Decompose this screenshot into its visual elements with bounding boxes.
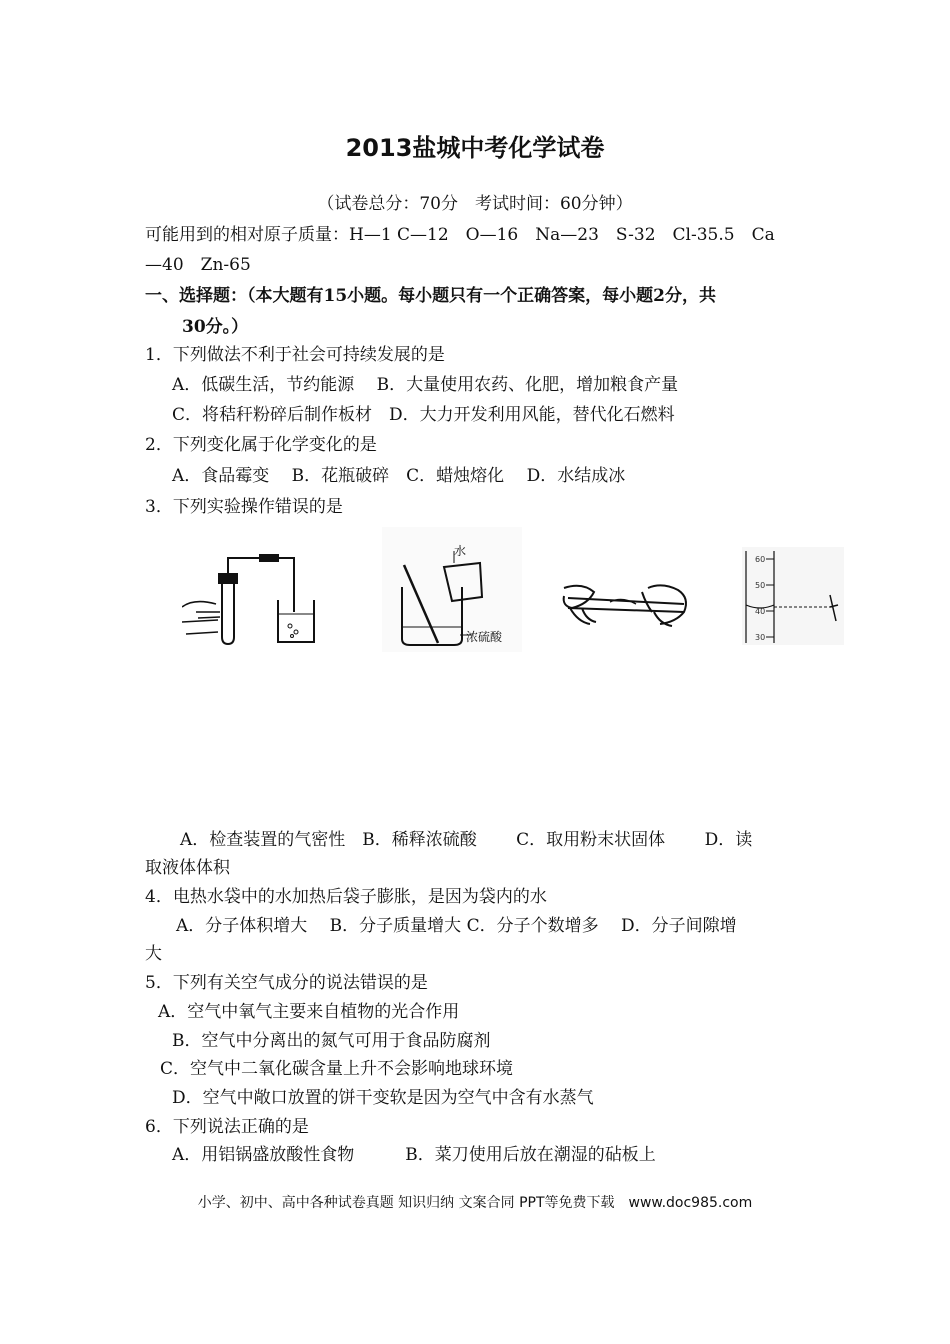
q1-stem: 1．下列做法不利于社会可持续发展的是 — [145, 345, 445, 365]
exam-info: （试卷总分：70分 考试时间：60分钟） — [317, 194, 633, 214]
section-title: 一、选择题： — [145, 286, 247, 306]
q6-options-row1: A．用铝锅盛放酸性食物 B．菜刀使用后放在潮湿的砧板上 — [172, 1145, 656, 1165]
q1-options-row2: C．将秸秆粉碎后制作板材 D．大力开发利用风能，替代化石燃料 — [172, 405, 675, 425]
q3-options-line1: A．检查装置的气密性 B．稀释浓硫酸 C．取用粉末状固体 D．读 — [180, 830, 753, 850]
page-title: 2013盐城中考化学试卷 — [345, 134, 605, 162]
q5-stem: 5．下列有关空气成分的说法错误的是 — [145, 973, 428, 993]
fig-d-tick-40: 40 — [755, 607, 766, 616]
figure-c-powder — [560, 578, 695, 633]
figure-d-reading — [742, 547, 844, 645]
q3-options-line2: 取液体体积 — [145, 858, 230, 878]
q4-options-row2: 大 — [145, 944, 162, 964]
fig-b-label-acid: 浓硫酸 — [466, 630, 503, 644]
q3-stem: 3．下列实验操作错误的是 — [145, 497, 343, 517]
fig-d-tick-50: 50 — [755, 581, 766, 590]
atomic-masses-line1: 可能用到的相对原子质量：H—1 C—12 O—16 Na—23 S-32 Cl-35.5 Ca — [145, 225, 775, 245]
q6-stem: 6．下列说法正确的是 — [145, 1117, 309, 1137]
q5-option-c: C．空气中二氧化碳含量上升不会影响地球环境 — [160, 1059, 514, 1079]
figure-a-airtightness — [182, 552, 332, 647]
fig-d-tick-30: 30 — [755, 633, 766, 642]
q5-option-a: A．空气中氧气主要来自植物的光合作用 — [158, 1002, 460, 1022]
q5-option-b: B．空气中分离出的氮气可用于食品防腐剂 — [172, 1031, 491, 1051]
atomic-masses-line2: —40 Zn-65 — [145, 255, 251, 275]
page-footer: 小学、初中、高中各种试卷真题 知识归纳 文案合同 PPT等免费下载 www.doc985.com — [197, 1195, 753, 1211]
q1-options-row1: A．低碳生活，节约能源 B．大量使用农药、化肥，增加粮食产量 — [172, 375, 679, 395]
section-heading — [145, 285, 716, 307]
figure-b-dilution — [382, 527, 522, 652]
fig-d-tick-60: 60 — [755, 555, 766, 564]
q2-options-row1: A．食品霉变 B．花瓶破碎 C．蜡烛熔化 D．水结成冰 — [172, 466, 626, 486]
q2-stem: 2．下列变化属于化学变化的是 — [145, 435, 377, 455]
q4-stem: 4．电热水袋中的水加热后袋子膨胀，是因为袋内的水 — [145, 887, 547, 907]
section-desc: （本大题有15小题。每小题只有一个正确答案，每小题2分，共 — [247, 286, 716, 306]
q4-options-row1: A．分子体积增大 B．分子质量增大 C．分子个数增多 D．分子间隙增 — [176, 916, 737, 936]
section-desc-cont: 30分。） — [182, 317, 249, 337]
fig-b-label-water: 水 — [454, 544, 467, 558]
q5-option-d: D．空气中敞口放置的饼干变软是因为空气中含有水蒸气 — [172, 1088, 594, 1108]
